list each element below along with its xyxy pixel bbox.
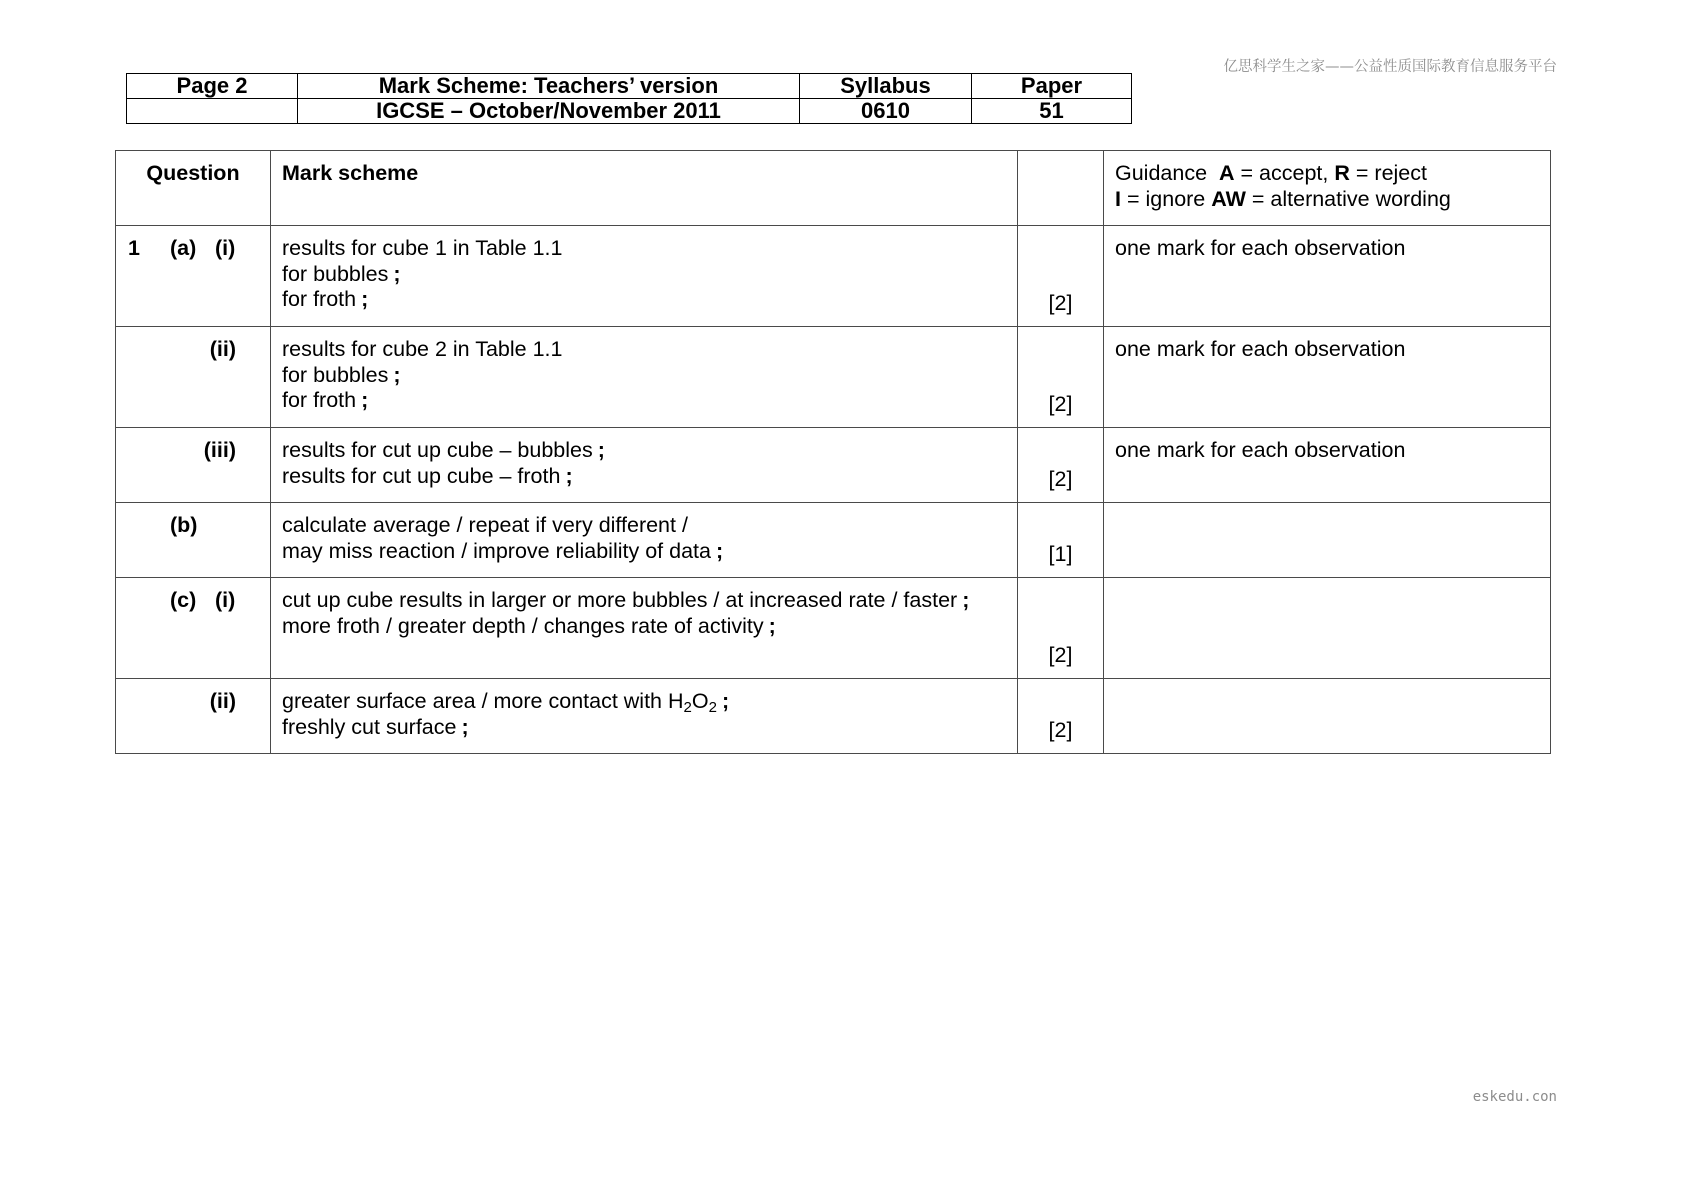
watermark-text: 亿思科学生之家——公益性质国际教育信息服务平台 [1223,59,1557,75]
mark-scheme-line: results for cube 2 in Table 1.1 [282,337,563,361]
question-cell [116,428,271,503]
marks-cell [1018,226,1104,327]
mark-scheme-line: may miss reaction / improve reliability of data ; [282,538,724,563]
alt-wording-abbrev: AW [1211,186,1246,211]
formula-subscript: 2 [683,699,692,716]
header-syllabus-code: 0610 [800,99,972,124]
header-syllabus-label: Syllabus [800,74,972,99]
reject-abbrev: R [1334,161,1350,185]
marks-cell [1018,327,1104,428]
question-cell [116,679,271,754]
question-cell [116,327,271,428]
mark-scheme-line: for froth ; [282,388,369,412]
question-number: 1 [128,236,140,260]
marks-value: [2] [1048,391,1073,416]
formula-subscript: 2 [708,699,717,716]
guidance-cell: one mark for each observation [1104,428,1551,503]
header-paper-label: Paper [972,74,1132,99]
table-row [116,503,1551,578]
mark-scheme-column-header: Mark scheme [271,151,1018,226]
mark-scheme-cell [271,679,1018,754]
marks-value: [2] [1048,642,1073,667]
guidance-cell [1104,679,1551,754]
mark-scheme-line: results for cut up cube – froth ; [282,463,573,488]
table-row [116,578,1551,679]
header-table [126,73,1132,124]
question-cell [116,578,271,679]
question-part: (a) [170,236,197,260]
guidance-column-header [1104,151,1551,226]
question-subpart: (ii) [209,689,236,713]
mark-scheme-line: greater surface area / more contact with $H_2O_2$ ; [282,689,730,716]
question-subpart: (i) [215,236,236,260]
question-subpart: (i) [215,588,236,612]
table-row [116,327,1551,428]
question-cell [116,503,271,578]
header-paper-number: 51 [972,99,1132,124]
mark-scheme-line: for bubbles ; [282,362,401,387]
mark-scheme-line: results for cube 1 in Table 1.1 [282,236,563,260]
table-header-row [116,151,1551,226]
table-row [116,679,1551,754]
mark-scheme-cell [271,428,1018,503]
header-row [127,99,1132,124]
mark-scheme-cell [271,327,1018,428]
guidance-cell: one mark for each observation [1104,327,1551,428]
marks-cell [1018,503,1104,578]
mark-scheme-cell [271,226,1018,327]
marks-value: [2] [1048,466,1073,491]
table-row [116,226,1551,327]
mark-scheme-table [115,150,1551,754]
guidance-legend-line-2 [1115,187,1539,213]
guidance-legend-line-1 [1115,161,1539,187]
mark-scheme-line: for froth ; [282,287,369,311]
guidance-label: Guidance [1115,161,1208,185]
header-row [127,74,1132,99]
formula-oxygen: O [691,689,709,713]
alt-wording-text: = alternative wording [1251,186,1451,211]
header-title: Mark Scheme: Teachers’ version [298,74,800,99]
marks-value: [2] [1048,717,1073,742]
marks-cell [1018,679,1104,754]
reject-text: = reject [1355,161,1427,185]
guidance-cell: one mark for each observation [1104,226,1551,327]
marks-cell [1018,578,1104,679]
mark-scheme-cell [271,578,1018,679]
header-exam-session: IGCSE – October/November 2011 [298,99,800,124]
mark-scheme-line: more froth / greater depth / changes rate of activity ; [282,613,776,638]
mark-scheme-line: cut up cube results in larger or more bubbles / at increased rate / faster ; [282,588,970,612]
ignore-text: = ignore [1126,186,1206,211]
question-subpart: (ii) [209,337,236,361]
question-cell [116,226,271,327]
mark-scheme-line: freshly cut surface ; [282,714,469,739]
accept-text: = accept, [1240,161,1329,185]
header-empty-cell [127,99,298,124]
marks-cell [1018,428,1104,503]
mark-scheme-line: for bubbles ; [282,261,401,286]
guidance-cell [1104,578,1551,679]
table-row [116,428,1551,503]
ignore-abbrev: I [1115,186,1121,211]
question-subpart: (iii) [203,438,236,462]
marks-column-header [1018,151,1104,226]
question-part: (c) [170,588,197,612]
marks-value: [2] [1048,290,1073,315]
mark-scheme-cell [271,503,1018,578]
mark-scheme-line: results for cut up cube – bubbles ; [282,438,605,462]
guidance-cell [1104,503,1551,578]
footer-site-mark: eskedu.con [1472,1089,1557,1105]
accept-abbrev: A [1219,161,1235,185]
mark-scheme-line: calculate average / repeat if very different / [282,513,688,537]
marks-value: [1] [1048,541,1073,566]
question-column-header: Question [116,151,271,226]
question-part: (b) [170,513,198,537]
header-page: Page 2 [127,74,298,99]
